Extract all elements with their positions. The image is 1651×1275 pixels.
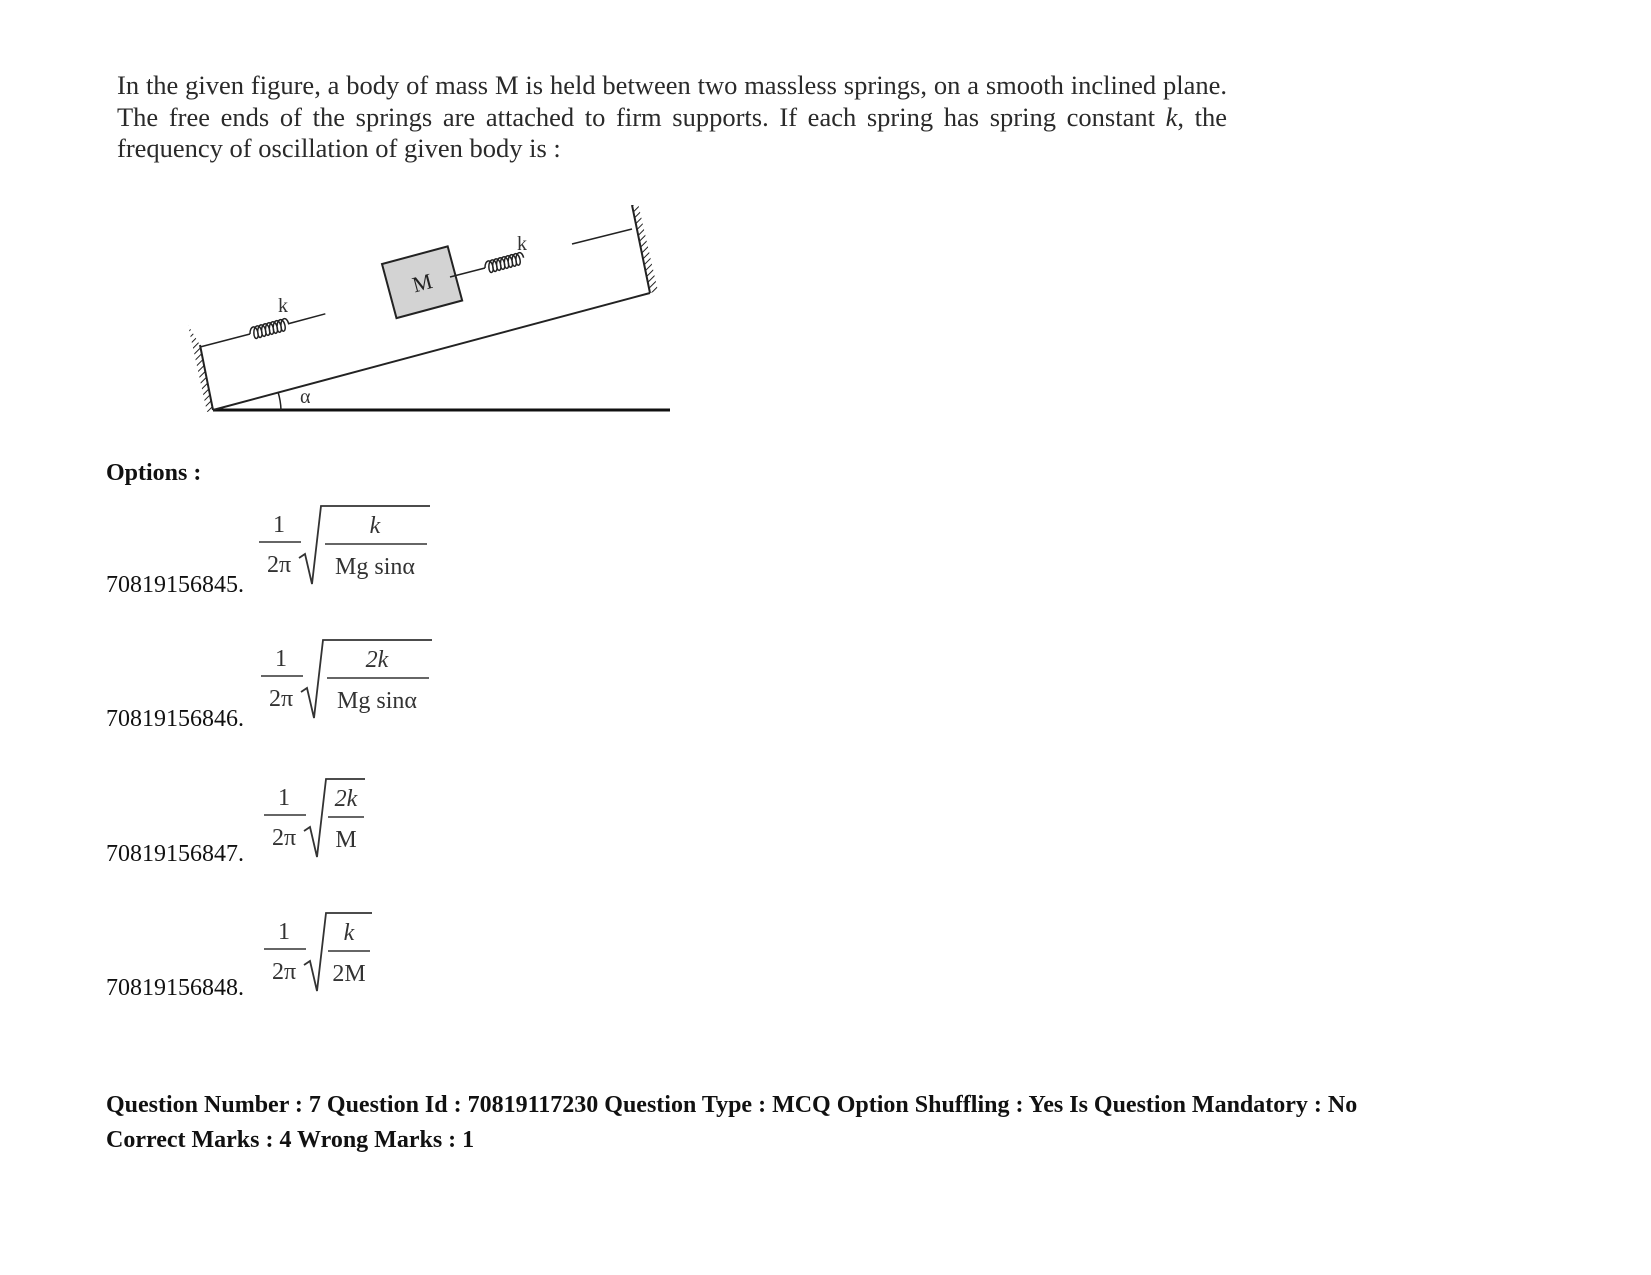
question-meta-line1: Question Number : 7 Question Id : 70819117230 Question Type : MCQ Option Shuffling : Yes Is Question Mandatory : No (106, 1092, 1358, 1118)
spring-constant-symbol: k (1165, 101, 1178, 132)
option-id: 70819156847. (106, 841, 244, 867)
question-text-part1: In the given figure, a body of mass M is held between two massless springs, on a smooth inclined plane. The free ends of the springs are attached to firm supports. If each spring has spring constant (117, 70, 1227, 132)
right-spring-label: k (517, 233, 527, 255)
right-wall-hatch (632, 205, 658, 293)
question-text (117, 70, 1227, 165)
left-spring-label: k (278, 295, 288, 317)
formula-inner-numerator: k (343, 920, 355, 946)
formula-outer-denominator: 2π (266, 552, 292, 578)
option-formula (260, 773, 380, 873)
formula-outer-numerator: 1 (278, 785, 290, 811)
formula-inner-numerator: 2k (365, 647, 389, 673)
formula-inner-denominator: Mg sinα (337, 688, 417, 714)
option-formula (255, 500, 435, 600)
inclined-plane-figure (180, 205, 680, 420)
formula-outer-numerator: 1 (278, 919, 290, 945)
formula-inner-numerator: 2k (334, 786, 358, 812)
formula-outer-denominator: 2π (268, 686, 294, 712)
formula-inner-denominator: M (335, 827, 357, 853)
formula-outer-denominator: 2π (271, 825, 297, 851)
options-heading: Options : (106, 460, 202, 486)
option-formula (260, 907, 380, 1007)
question-meta-line2: Correct Marks : 4 Wrong Marks : 1 (106, 1127, 475, 1153)
option-id: 70819156845. (106, 572, 244, 598)
left-wall-hatch (188, 325, 213, 412)
mass-block (382, 246, 462, 318)
question-text-part2: , the frequency of oscillation of given body is : (117, 101, 1228, 163)
formula-outer-numerator: 1 (275, 646, 287, 672)
right-spring (483, 252, 525, 274)
formula-inner-denominator: 2M (332, 961, 366, 987)
formula-outer-numerator: 1 (273, 512, 285, 538)
angle-arc (278, 392, 281, 410)
formula-inner-numerator: k (369, 513, 381, 539)
option-id: 70819156846. (106, 706, 244, 732)
left-rope (200, 334, 250, 347)
option-formula (257, 634, 437, 734)
mass-label: M (409, 268, 435, 298)
option-id: 70819156848. (106, 975, 244, 1001)
formula-inner-denominator: Mg sinα (335, 554, 415, 580)
right-rope (572, 229, 632, 244)
angle-label: α (300, 386, 311, 408)
formula-outer-denominator: 2π (271, 959, 297, 985)
